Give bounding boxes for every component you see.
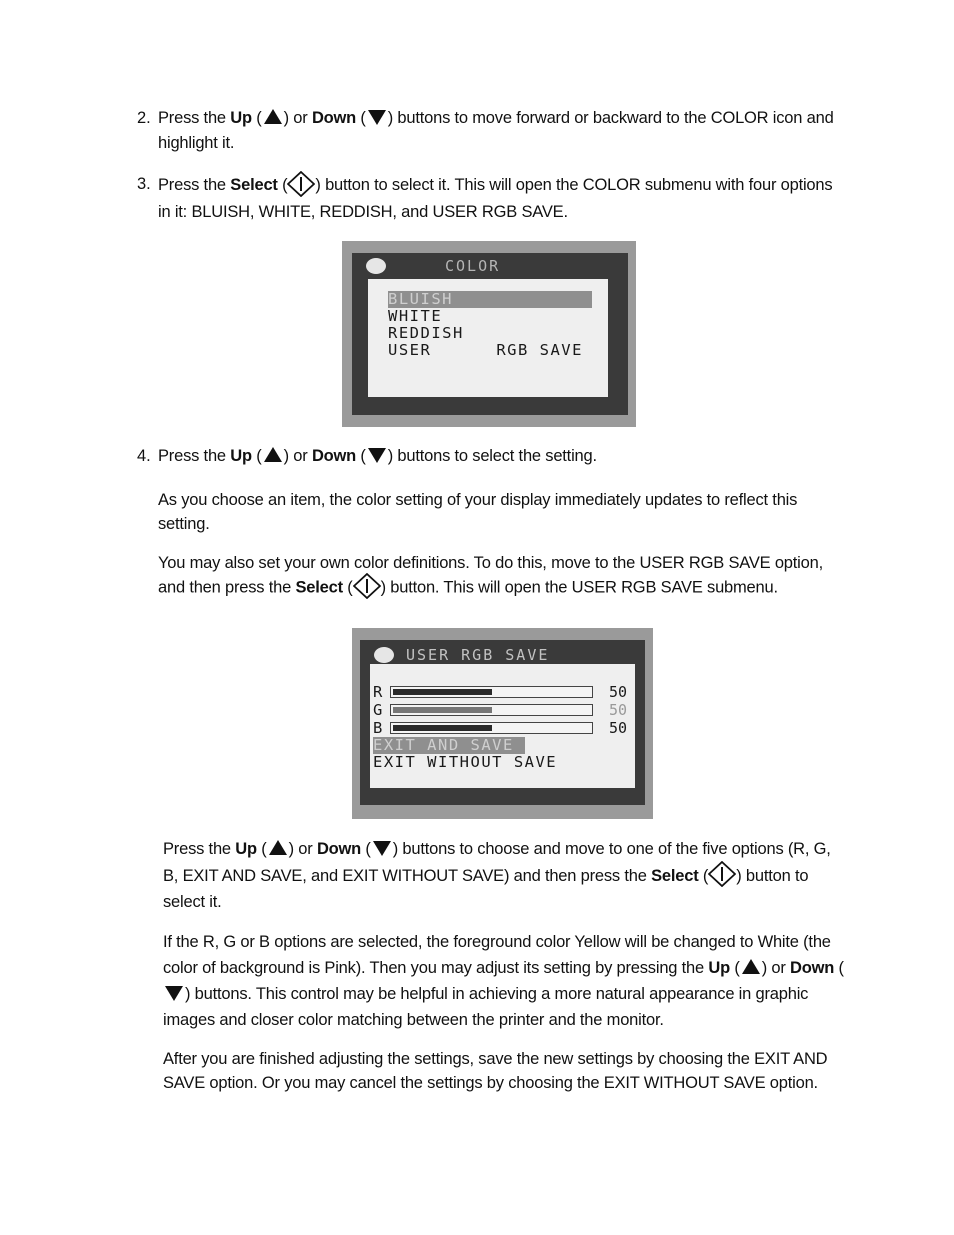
up-label: Up bbox=[708, 959, 730, 977]
osd-color-title: COLOR bbox=[445, 257, 501, 275]
text-run: Press the bbox=[158, 447, 231, 465]
osd-channel-label: G bbox=[373, 701, 384, 719]
osd-channel-slider-fill bbox=[393, 707, 492, 713]
up-label: Up bbox=[230, 447, 252, 465]
select-label: Select bbox=[651, 866, 699, 885]
osd-channel-value: 50 bbox=[609, 683, 628, 701]
osd-channel-slider-fill bbox=[393, 725, 492, 731]
text-run: ( bbox=[698, 866, 709, 885]
triangle-up-icon bbox=[269, 840, 287, 855]
text-run: ) or bbox=[283, 447, 312, 465]
down-label: Down bbox=[316, 840, 362, 858]
text-run: ) button to select it. This will open the COLOR submenu with four options in it: BLUISH, WHITE, REDDISH, and USER RGB SAVE. bbox=[158, 176, 833, 221]
osd-rgb-title: USER RGB SAVE bbox=[406, 646, 550, 664]
triangle-down-icon bbox=[368, 448, 386, 463]
para-rgb-selected bbox=[163, 929, 845, 1033]
text-run: ) or bbox=[288, 840, 317, 858]
text-run: Press the bbox=[158, 176, 231, 194]
osd-color-item-white: WHITE bbox=[388, 307, 443, 325]
up-label: Up bbox=[235, 840, 257, 858]
down-label: Down bbox=[311, 109, 357, 127]
text-run: Press the bbox=[158, 109, 231, 127]
osd-color-item-bluish: BLUISH bbox=[388, 291, 592, 308]
triangle-down-icon bbox=[165, 986, 183, 1001]
osd-channel-slider bbox=[390, 686, 593, 698]
text-run: ) button. This will open the USER RGB SAVE submenu. bbox=[380, 578, 778, 597]
osd-channel-label: R bbox=[373, 683, 384, 701]
para-choose: As you choose an item, the color setting of your display immediately updates to reflect this setting. bbox=[158, 491, 798, 533]
down-label: Down bbox=[311, 447, 357, 465]
text-run: You may also set your own color definitions. To do this, move to the USER RGB SAVE option, and then press the bbox=[158, 554, 823, 597]
osd-color-item-reddish: REDDISH bbox=[388, 324, 464, 342]
select-label: Select bbox=[230, 176, 278, 194]
triangle-up-icon bbox=[742, 959, 760, 974]
text-run: If the R, G or B options are selected, the foreground color Yellow will be changed to White (the color of background is Pink). Then you may adjust its setting by pressing the bbox=[163, 933, 831, 977]
text-run: ( bbox=[342, 578, 353, 597]
osd-channel-slider bbox=[390, 722, 593, 734]
osd-exit-and-save: EXIT AND SAVE bbox=[373, 737, 525, 754]
osd-channel-label: B bbox=[373, 719, 384, 737]
select-diamond-icon bbox=[353, 573, 381, 599]
osd-channel-value: 50 bbox=[609, 719, 628, 737]
osd-logo-icon bbox=[366, 258, 386, 274]
para-five-options bbox=[163, 836, 845, 916]
text-run: ) or bbox=[761, 959, 791, 977]
text-run: Press the bbox=[163, 840, 236, 858]
down-label: Down bbox=[790, 959, 835, 977]
triangle-down-icon bbox=[368, 110, 386, 125]
osd-logo-icon bbox=[374, 647, 394, 663]
text-run: ) buttons to select the setting. bbox=[387, 447, 597, 465]
text-run: ( bbox=[251, 109, 262, 127]
step-3-number: 3. bbox=[137, 175, 151, 193]
up-label: Up bbox=[230, 109, 252, 127]
text-run: ) buttons. This control may be helpful in achieving a more natural appearance in graphic images and closer color matching between the printer and the monitor. bbox=[163, 985, 809, 1029]
triangle-up-icon bbox=[264, 109, 282, 124]
text-run: ) or bbox=[283, 109, 312, 127]
step-4-number: 4. bbox=[137, 447, 151, 465]
rgb-osd-screenshot bbox=[352, 628, 653, 819]
text-run: ( bbox=[730, 959, 740, 977]
triangle-up-icon bbox=[264, 447, 282, 462]
text-run: ( bbox=[256, 840, 267, 858]
osd-channel-slider-fill bbox=[393, 689, 492, 695]
color-osd-screenshot bbox=[342, 241, 636, 427]
select-diamond-icon bbox=[287, 171, 315, 197]
text-run: ( bbox=[251, 447, 262, 465]
text-run: ) buttons to choose and move to one of the five options (R, G, B, EXIT AND SAVE, and EXIT WITHOUT SAVE) and then press the bbox=[163, 840, 831, 885]
text-run: ( bbox=[834, 959, 844, 977]
para-define bbox=[158, 551, 848, 601]
text-run: ( bbox=[356, 447, 366, 465]
step-3-text bbox=[158, 172, 848, 226]
text-run: ( bbox=[361, 840, 371, 858]
text-run: ) buttons to move forward or backward to the COLOR icon and highlight it. bbox=[158, 109, 834, 152]
osd-exit-without-save: EXIT WITHOUT SAVE bbox=[373, 753, 558, 771]
osd-channel-value: 50 bbox=[609, 701, 628, 719]
select-label: Select bbox=[295, 578, 343, 597]
osd-channel-slider bbox=[390, 704, 593, 716]
step-2-number: 2. bbox=[137, 109, 151, 127]
text-run: ( bbox=[356, 109, 366, 127]
step-4-text bbox=[158, 444, 848, 469]
text-run: ( bbox=[277, 176, 288, 194]
para-finish: After you are finished adjusting the settings, save the new settings by choosing the EXIT AND SAVE option. Or you may cancel the settings by choosing the EXIT WITHOUT SAVE option. bbox=[163, 1050, 828, 1092]
step-2-text bbox=[158, 106, 848, 156]
osd-color-item-user-rgb-save: USER RGB SAVE bbox=[388, 341, 583, 359]
select-diamond-icon bbox=[708, 861, 736, 887]
triangle-down-icon bbox=[373, 841, 391, 856]
text-run: ) button to select it. bbox=[163, 866, 809, 912]
